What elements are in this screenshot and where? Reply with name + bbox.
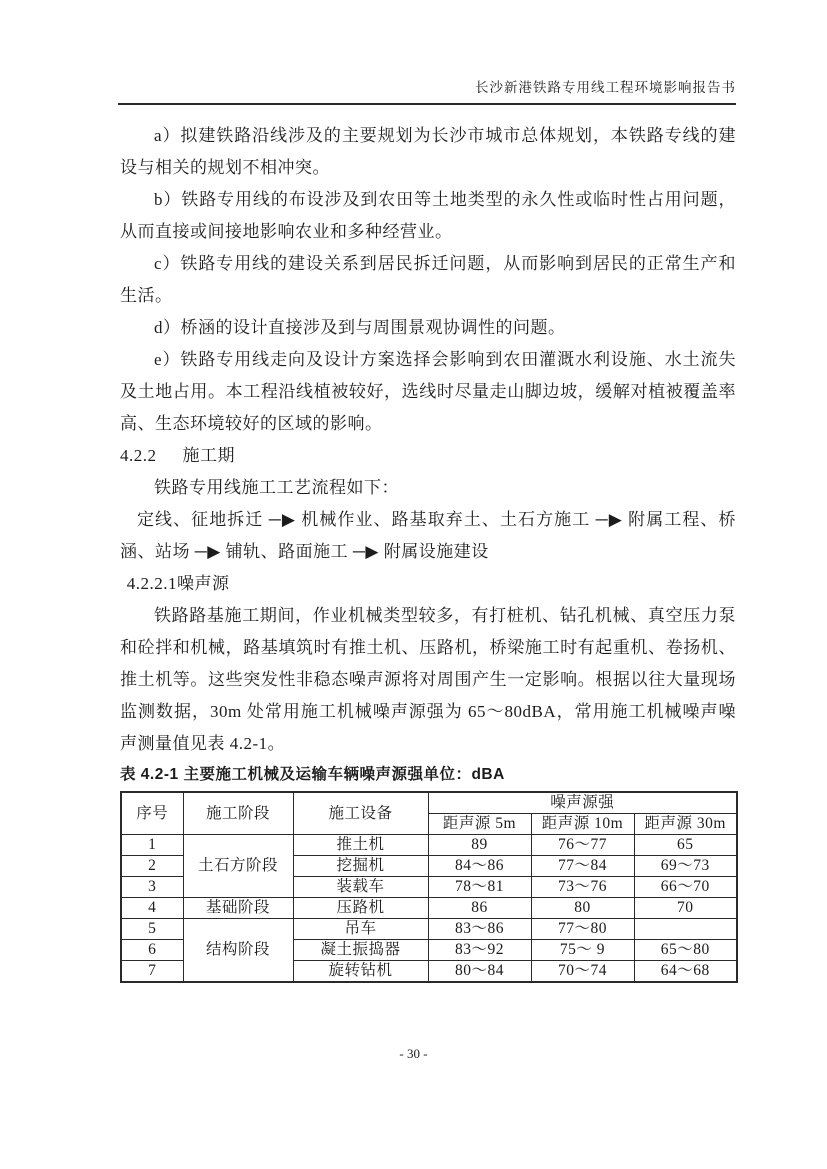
cell-stage: 基础阶段 [183,898,293,919]
cell-10m: 70～74 [531,961,634,983]
cell-5m: 89 [428,835,531,856]
cell-no: 4 [121,898,183,919]
cell-30m: 64～68 [634,961,737,983]
cell-10m: 73～76 [531,877,634,898]
table-caption: 表 4.2-1 主要施工机械及运输车辆噪声源强单位：dBA [120,766,505,783]
cell-stage: 结构阶段 [183,919,293,983]
paragraph-e: e）铁路专用线走向及设计方案选择会影响到农田灌溉水利设施、水土流失及土地占用。本工程沿线植被较好，选线时尽量走山脚边坡，缓解对植被覆盖率高、生态环境较好的区域的影响。 [120,350,736,433]
cell-30m: 65～80 [634,940,737,961]
section-title: 施工期 [182,446,235,465]
cell-device: 挖掘机 [293,856,428,877]
page-footer [0,1046,827,1062]
noise-paragraph: 铁路路基施工期间，作业机械类型较多，有打桩机、钻孔机械、真空压力泵和砼拌和机械，路基填筑时有推土机、压路机，桥梁施工时有起重机、卷扬机、推土机等。这些突发性非稳态噪声源将对周围产生一定影响。根据以往大量现场监测数据，30m 处常用施工机械噪声源强为 65～80dBA，常用施工机械噪声噪声测量值见表 4.2-1。 [120,606,736,753]
cell-device: 推土机 [293,835,428,856]
cell-30m [634,919,737,940]
paragraph-a: a）拟建铁路沿线涉及的主要规划为长沙市城市总体规划，本铁路专线的建设与相关的规划不相冲突。 [120,126,736,177]
cell-no: 2 [121,856,183,877]
subsection-heading: 4.2.2.1噪声源 [126,574,230,593]
cell-5m: 86 [428,898,531,919]
paragraph-d: d）桥涵的设计直接涉及到与周围景观协调性的问题。 [154,318,566,337]
cell-30m: 69～73 [634,856,737,877]
cell-device: 凝土振捣器 [293,940,428,961]
cell-device: 装载车 [293,877,428,898]
cell-device: 吊车 [293,919,428,940]
document-body [120,120,736,983]
col-header-stage: 施工阶段 [183,792,293,835]
process-intro: 铁路专用线施工工艺流程如下： [154,478,399,497]
col-header-10m: 距声源 10m [531,814,634,835]
cell-no: 6 [121,940,183,961]
col-header-30m: 距声源 30m [634,814,737,835]
cell-10m: 75～ 9 [531,940,634,961]
section-heading [120,440,736,472]
cell-5m: 83～86 [428,919,531,940]
cell-no: 7 [121,961,183,983]
cell-30m: 70 [634,898,737,919]
table-row [121,835,737,856]
noise-source-table [120,791,738,983]
paragraph-c: c）铁路专用线的建设关系到居民拆迁问题，从而影响到居民的正常生产和生活。 [120,254,736,305]
col-header-5m: 距声源 5m [428,814,531,835]
cell-5m: 80～84 [428,961,531,983]
process-flow: 定线、征地拆迁 ─▶ 机械作业、路基取弃土、土石方施工 ─▶ 附属工程、桥涵、站场 ─▶ 铺轨、路面施工 ─▶ 附属设施建设 [120,510,736,561]
table-row [121,919,737,940]
cell-no: 5 [121,919,183,940]
cell-10m: 77～80 [531,919,634,940]
col-header-device: 施工设备 [293,792,428,835]
section-number: 4.2.2 [120,446,157,465]
page-number: - 30 - [399,1046,428,1061]
cell-30m: 66～70 [634,877,737,898]
col-header-noise-group: 噪声源强 [428,792,737,814]
cell-30m: 65 [634,835,737,856]
page-header [118,76,736,105]
cell-10m: 77～84 [531,856,634,877]
table-row [121,898,737,919]
cell-stage: 土石方阶段 [183,835,293,898]
cell-no: 1 [121,835,183,856]
cell-5m: 78～81 [428,877,531,898]
cell-10m: 80 [531,898,634,919]
cell-5m: 83～92 [428,940,531,961]
col-header-no: 序号 [121,792,183,835]
cell-device: 压路机 [293,898,428,919]
header-title: 长沙新港铁路专用线工程环境影响报告书 [475,80,736,95]
cell-5m: 84～86 [428,856,531,877]
cell-no: 3 [121,877,183,898]
table-header-row-1 [121,792,737,814]
cell-10m: 76～77 [531,835,634,856]
cell-device: 旋转钻机 [293,961,428,983]
paragraph-b: b）铁路专用线的布设涉及到农田等土地类型的永久性或临时性占用问题，从而直接或间接地影响农业和多种经营业。 [120,190,736,241]
